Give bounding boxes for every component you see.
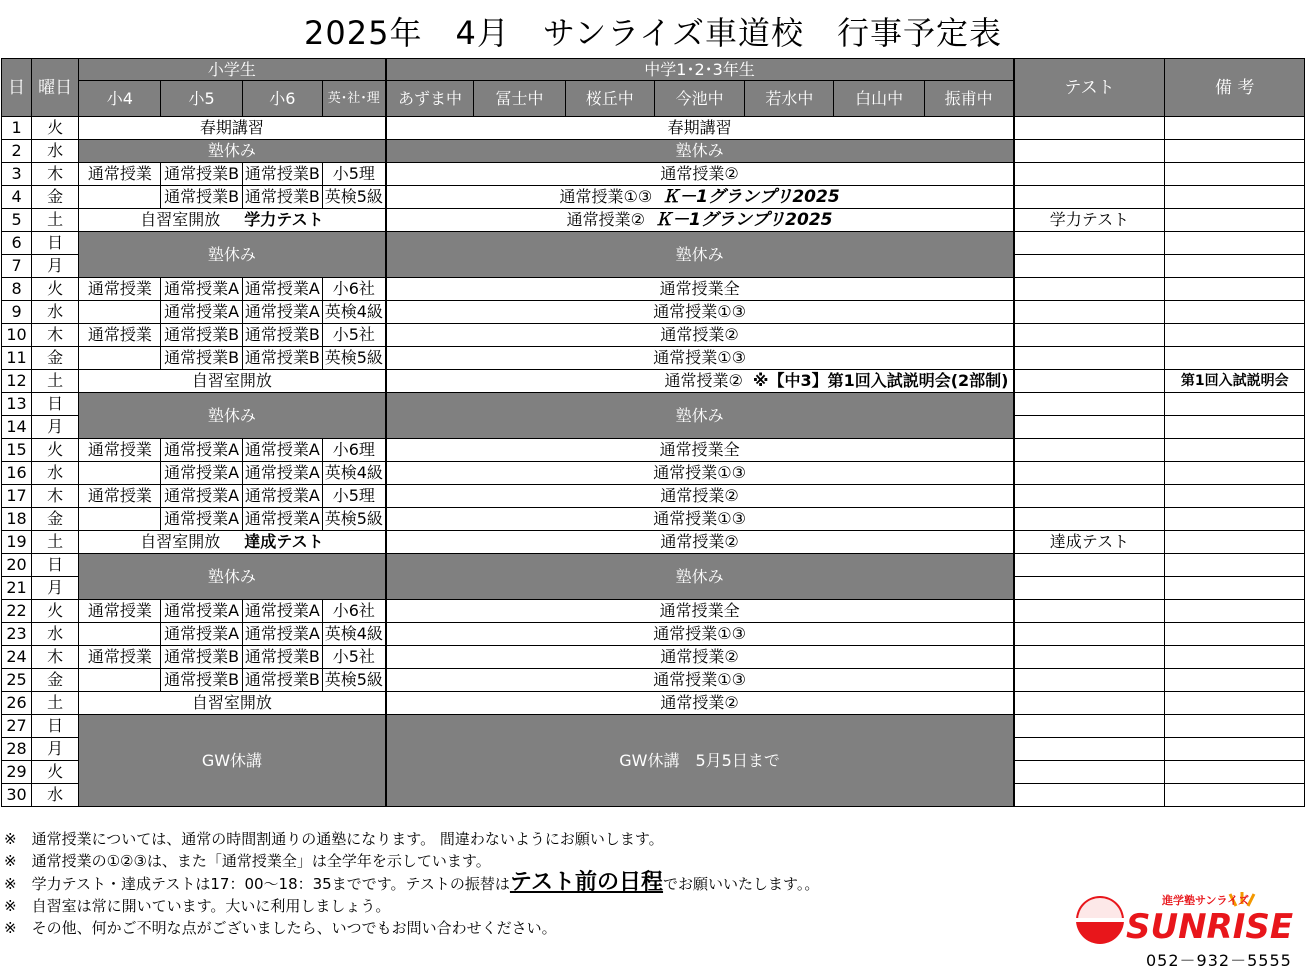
subject-cell: 英検5級	[322, 669, 385, 692]
table-row	[2, 117, 1305, 140]
elementary-test-label: 学力テスト	[244, 210, 324, 229]
remarks-cell	[1165, 324, 1305, 347]
header-col: 白山中	[834, 81, 924, 117]
grade4-cell	[79, 508, 161, 531]
remarks-cell	[1165, 738, 1305, 761]
subject-cell: 小5社	[322, 646, 385, 669]
entrance-briefing-label: ※【中3】第1回入試説明会(2部制)	[752, 371, 1009, 390]
grade6-cell: 通常授業B	[242, 163, 322, 186]
day-cell: 25	[2, 669, 32, 692]
test-cell	[1014, 278, 1165, 301]
junior-cell: GW休講 5月5日まで	[386, 715, 1014, 807]
day-cell: 2	[2, 140, 32, 163]
junior-cell: 通常授業全	[386, 278, 1014, 301]
subject-cell: 英検5級	[322, 347, 385, 370]
grade5-cell: 通常授業A	[161, 623, 242, 646]
weekday-cell: 月	[32, 416, 79, 439]
grade4-cell	[79, 186, 161, 209]
test-cell	[1014, 646, 1165, 669]
elementary-cell: 春期講習	[79, 117, 386, 140]
day-cell: 20	[2, 554, 32, 577]
test-cell	[1014, 416, 1165, 439]
table-row	[2, 347, 1305, 370]
remarks-cell	[1165, 416, 1305, 439]
grade4-cell: 通常授業	[79, 646, 161, 669]
grade6-cell: 通常授業A	[242, 485, 322, 508]
remarks-cell	[1165, 209, 1305, 232]
note-emphasis: テスト前の日程	[509, 870, 664, 895]
day-cell: 5	[2, 209, 32, 232]
subject-cell: 小6理	[322, 439, 385, 462]
grade4-cell: 通常授業	[79, 439, 161, 462]
day-cell: 7	[2, 255, 32, 278]
remarks-cell	[1165, 255, 1305, 278]
subject-cell: 小5社	[322, 324, 385, 347]
grade4-cell: 通常授業	[79, 600, 161, 623]
remarks-cell	[1165, 715, 1305, 738]
subject-cell: 英検5級	[322, 508, 385, 531]
test-cell	[1014, 600, 1165, 623]
remarks-cell	[1165, 577, 1305, 600]
day-cell: 10	[2, 324, 32, 347]
remarks-cell	[1165, 232, 1305, 255]
junior-text: 通常授業②	[664, 371, 743, 390]
table-row	[2, 439, 1305, 462]
remarks-cell	[1165, 393, 1305, 416]
weekday-cell: 土	[32, 209, 79, 232]
header-col: 小5	[161, 81, 242, 117]
test-cell	[1014, 347, 1165, 370]
note-line: ※ その他、何かご不明な点がございましたら、いつでもお問い合わせください。	[4, 919, 557, 937]
grade5-cell: 通常授業B	[161, 324, 242, 347]
header-elementary: 小学生	[79, 59, 386, 81]
test-cell	[1014, 301, 1165, 324]
notes-section	[4, 828, 819, 939]
grade5-cell: 通常授業A	[161, 485, 242, 508]
grade6-cell: 通常授業B	[242, 646, 322, 669]
subject-cell: 英検4級	[322, 623, 385, 646]
day-cell: 12	[2, 370, 32, 393]
junior-cell: 塾休み	[386, 140, 1014, 163]
junior-cell: 塾休み	[386, 554, 1014, 600]
grade6-cell: 通常授業A	[242, 301, 322, 324]
schedule-table	[1, 58, 1305, 807]
table-row	[2, 623, 1305, 646]
junior-cell: 通常授業①③	[386, 462, 1014, 485]
junior-cell: 通常授業②	[386, 692, 1014, 715]
weekday-cell: 土	[32, 692, 79, 715]
header-remarks: 備 考	[1165, 59, 1305, 117]
test-cell	[1014, 761, 1165, 784]
remarks-cell	[1165, 692, 1305, 715]
header-col: 小4	[79, 81, 161, 117]
remarks-cell	[1165, 623, 1305, 646]
junior-cell: 塾休み	[386, 232, 1014, 278]
remarks-cell	[1165, 163, 1305, 186]
table-row	[2, 278, 1305, 301]
weekday-cell: 木	[32, 646, 79, 669]
header-col: 小6	[242, 81, 322, 117]
table-row	[2, 715, 1305, 738]
day-cell: 9	[2, 301, 32, 324]
weekday-cell: 日	[32, 554, 79, 577]
day-cell: 13	[2, 393, 32, 416]
remarks-cell	[1165, 669, 1305, 692]
junior-cell: 通常授業①③	[386, 347, 1014, 370]
day-cell: 6	[2, 232, 32, 255]
junior-cell	[386, 209, 1014, 232]
header-col: 今池中	[654, 81, 744, 117]
weekday-cell: 日	[32, 232, 79, 255]
grade6-cell: 通常授業A	[242, 278, 322, 301]
grade5-cell: 通常授業A	[161, 600, 242, 623]
note-text: ※ 学力テスト・達成テストは17：00～18：35までです。テストの振替は	[4, 875, 510, 893]
weekday-cell: 日	[32, 393, 79, 416]
junior-text: 通常授業①③	[559, 187, 653, 206]
day-cell: 30	[2, 784, 32, 807]
grade4-cell	[79, 669, 161, 692]
junior-cell: 通常授業②	[386, 324, 1014, 347]
table-row	[2, 232, 1305, 255]
remarks-cell	[1165, 508, 1305, 531]
junior-cell: 通常授業全	[386, 439, 1014, 462]
grade5-cell: 通常授業A	[161, 508, 242, 531]
table-row	[2, 209, 1305, 232]
day-cell: 29	[2, 761, 32, 784]
header-junior-high: 中学1･2･3年生	[386, 59, 1014, 81]
elementary-cell: 塾休み	[79, 140, 386, 163]
grade6-cell: 通常授業A	[242, 462, 322, 485]
grade4-cell: 通常授業	[79, 163, 161, 186]
remarks-cell	[1165, 140, 1305, 163]
weekday-cell: 水	[32, 623, 79, 646]
grade5-cell: 通常授業B	[161, 163, 242, 186]
weekday-cell: 水	[32, 301, 79, 324]
header-col: 桜丘中	[565, 81, 654, 117]
grade6-cell: 通常授業A	[242, 623, 322, 646]
day-cell: 17	[2, 485, 32, 508]
junior-cell	[386, 186, 1014, 209]
header-col: 英･社･理	[322, 81, 385, 117]
weekday-cell: 木	[32, 324, 79, 347]
elementary-cell: 塾休み	[79, 393, 386, 439]
weekday-cell: 金	[32, 186, 79, 209]
weekday-cell: 金	[32, 508, 79, 531]
test-cell	[1014, 232, 1165, 255]
subject-cell: 英検4級	[322, 301, 385, 324]
remarks-cell	[1165, 462, 1305, 485]
test-cell	[1014, 715, 1165, 738]
grade5-cell: 通常授業B	[161, 669, 242, 692]
table-row	[2, 462, 1305, 485]
table-row	[2, 163, 1305, 186]
test-cell	[1014, 255, 1165, 278]
grade4-cell: 通常授業	[79, 278, 161, 301]
junior-cell: 春期講習	[386, 117, 1014, 140]
weekday-cell: 火	[32, 600, 79, 623]
table-row	[2, 140, 1305, 163]
weekday-cell: 土	[32, 531, 79, 554]
header-col: あずま中	[386, 81, 474, 117]
grade5-cell: 通常授業B	[161, 186, 242, 209]
test-cell: 達成テスト	[1014, 531, 1165, 554]
day-cell: 19	[2, 531, 32, 554]
remarks-cell	[1165, 278, 1305, 301]
grade5-cell: 通常授業A	[161, 462, 242, 485]
subject-cell: 小5理	[322, 163, 385, 186]
table-row	[2, 186, 1305, 209]
remarks-cell	[1165, 186, 1305, 209]
test-cell	[1014, 370, 1165, 393]
table-row	[2, 554, 1305, 577]
note-text: でお願いいたします。。	[663, 875, 820, 893]
note-line: ※ 自習室は常に開いています。大いに利用しましょう。	[4, 897, 391, 915]
day-cell: 8	[2, 278, 32, 301]
day-cell: 22	[2, 600, 32, 623]
subject-cell: 小6社	[322, 278, 385, 301]
remarks-cell	[1165, 439, 1305, 462]
junior-cell: 通常授業①③	[386, 669, 1014, 692]
test-cell	[1014, 692, 1165, 715]
weekday-cell: 月	[32, 738, 79, 761]
day-cell: 18	[2, 508, 32, 531]
note-line: ※ 通常授業の①②③は、また「通常授業全」は全学年を示しています。	[4, 852, 491, 870]
weekday-cell: 水	[32, 784, 79, 807]
test-cell	[1014, 324, 1165, 347]
table-row	[2, 692, 1305, 715]
grade6-cell: 通常授業B	[242, 669, 322, 692]
test-cell	[1014, 669, 1165, 692]
remarks-cell	[1165, 485, 1305, 508]
table-row	[2, 301, 1305, 324]
test-cell	[1014, 784, 1165, 807]
day-cell: 4	[2, 186, 32, 209]
logo-subtitle: 進学塾サンライズ	[1162, 894, 1250, 907]
grade5-cell: 通常授業A	[161, 278, 242, 301]
page-title: 2025年 4月 サンライズ車道校 行事予定表	[304, 14, 1002, 52]
elementary-text: 自習室開放	[140, 532, 221, 551]
elementary-cell: 自習室開放	[79, 692, 386, 715]
grade6-cell: 通常授業B	[242, 347, 322, 370]
grade6-cell: 通常授業B	[242, 324, 322, 347]
grade4-cell	[79, 462, 161, 485]
header-col: 若水中	[745, 81, 834, 117]
day-cell: 14	[2, 416, 32, 439]
table-row	[2, 646, 1305, 669]
phone-number: 052－932－5555	[1146, 951, 1292, 970]
grade4-cell	[79, 301, 161, 324]
weekday-cell: 月	[32, 577, 79, 600]
weekday-cell: 火	[32, 761, 79, 784]
grade4-cell: 通常授業	[79, 324, 161, 347]
day-cell: 1	[2, 117, 32, 140]
table-row	[2, 393, 1305, 416]
logo-name: SUNRISE	[1126, 907, 1294, 947]
day-cell: 23	[2, 623, 32, 646]
remarks-cell	[1165, 784, 1305, 807]
note-line	[4, 872, 819, 895]
day-cell: 26	[2, 692, 32, 715]
header-day: 日	[2, 59, 32, 117]
day-cell: 21	[2, 577, 32, 600]
weekday-cell: 火	[32, 278, 79, 301]
remarks-cell	[1165, 531, 1305, 554]
grade5-cell: 通常授業B	[161, 646, 242, 669]
test-cell	[1014, 738, 1165, 761]
grade6-cell: 通常授業B	[242, 186, 322, 209]
test-cell	[1014, 117, 1165, 140]
subject-cell: 英検5級	[322, 186, 385, 209]
k1-grandprix-label: Ｋ－1グランプリ2025	[662, 187, 840, 207]
remarks-cell	[1165, 761, 1305, 784]
elementary-cell	[79, 531, 386, 554]
k1-grandprix-label: Ｋ－1グランプリ2025	[655, 210, 833, 230]
weekday-cell: 金	[32, 669, 79, 692]
weekday-cell: 金	[32, 347, 79, 370]
day-cell: 27	[2, 715, 32, 738]
elementary-text: 自習室開放	[140, 210, 221, 229]
weekday-cell: 土	[32, 370, 79, 393]
grade4-cell: 通常授業	[79, 485, 161, 508]
grade4-cell	[79, 623, 161, 646]
grade6-cell: 通常授業A	[242, 508, 322, 531]
weekday-cell: 水	[32, 140, 79, 163]
test-cell	[1014, 485, 1165, 508]
test-cell: 学力テスト	[1014, 209, 1165, 232]
remarks-cell	[1165, 117, 1305, 140]
subject-cell: 小6社	[322, 600, 385, 623]
elementary-cell: 塾休み	[79, 554, 386, 600]
day-cell: 11	[2, 347, 32, 370]
junior-cell	[386, 370, 1014, 393]
table-row	[2, 600, 1305, 623]
weekday-cell: 火	[32, 439, 79, 462]
weekday-cell: 月	[32, 255, 79, 278]
test-cell	[1014, 554, 1165, 577]
table-row	[2, 669, 1305, 692]
table-row	[2, 531, 1305, 554]
header-col: 冨士中	[474, 81, 565, 117]
test-cell	[1014, 439, 1165, 462]
header-test: テスト	[1014, 59, 1165, 117]
elementary-cell	[79, 209, 386, 232]
day-cell: 16	[2, 462, 32, 485]
remarks-cell	[1165, 301, 1305, 324]
note-line: ※ 通常授業については、通常の時間割通りの通塾になります。 間違わないようにお願いします。	[4, 830, 664, 848]
header-col: 振甫中	[924, 81, 1013, 117]
remarks-cell	[1165, 600, 1305, 623]
weekday-cell: 火	[32, 117, 79, 140]
grade5-cell: 通常授業B	[161, 347, 242, 370]
elementary-cell: 自習室開放	[79, 370, 386, 393]
test-cell	[1014, 623, 1165, 646]
remarks-cell	[1165, 646, 1305, 669]
remarks-cell: 第1回入試説明会	[1165, 370, 1305, 393]
table-row	[2, 485, 1305, 508]
table-row	[2, 324, 1305, 347]
test-cell	[1014, 140, 1165, 163]
subject-cell: 小5理	[322, 485, 385, 508]
day-cell: 15	[2, 439, 32, 462]
weekday-cell: 日	[32, 715, 79, 738]
table-row	[2, 508, 1305, 531]
weekday-cell: 木	[32, 485, 79, 508]
subject-cell: 英検4級	[322, 462, 385, 485]
weekday-cell: 水	[32, 462, 79, 485]
test-cell	[1014, 577, 1165, 600]
test-cell	[1014, 462, 1165, 485]
grade4-cell	[79, 347, 161, 370]
junior-cell: 通常授業②	[386, 646, 1014, 669]
day-cell: 28	[2, 738, 32, 761]
junior-cell: 通常授業全	[386, 600, 1014, 623]
grade5-cell: 通常授業A	[161, 301, 242, 324]
junior-cell: 通常授業②	[386, 163, 1014, 186]
grade6-cell: 通常授業A	[242, 600, 322, 623]
elementary-test-label: 達成テスト	[244, 532, 324, 551]
weekday-cell: 木	[32, 163, 79, 186]
junior-text: 通常授業②	[566, 210, 646, 229]
day-cell: 3	[2, 163, 32, 186]
test-cell	[1014, 163, 1165, 186]
junior-cell: 塾休み	[386, 393, 1014, 439]
junior-cell: 通常授業②	[386, 531, 1014, 554]
remarks-cell	[1165, 347, 1305, 370]
test-cell	[1014, 393, 1165, 416]
day-cell: 24	[2, 646, 32, 669]
grade6-cell: 通常授業A	[242, 439, 322, 462]
table-row	[2, 370, 1305, 393]
junior-cell: 通常授業②	[386, 485, 1014, 508]
grade5-cell: 通常授業A	[161, 439, 242, 462]
test-cell	[1014, 508, 1165, 531]
junior-cell: 通常授業①③	[386, 508, 1014, 531]
header-weekday: 曜日	[32, 59, 79, 117]
junior-cell: 通常授業①③	[386, 623, 1014, 646]
test-cell	[1014, 186, 1165, 209]
elementary-cell: 塾休み	[79, 232, 386, 278]
junior-cell: 通常授業①③	[386, 301, 1014, 324]
sunrise-logo	[1070, 890, 1302, 948]
elementary-cell: GW休講	[79, 715, 386, 807]
remarks-cell	[1165, 554, 1305, 577]
